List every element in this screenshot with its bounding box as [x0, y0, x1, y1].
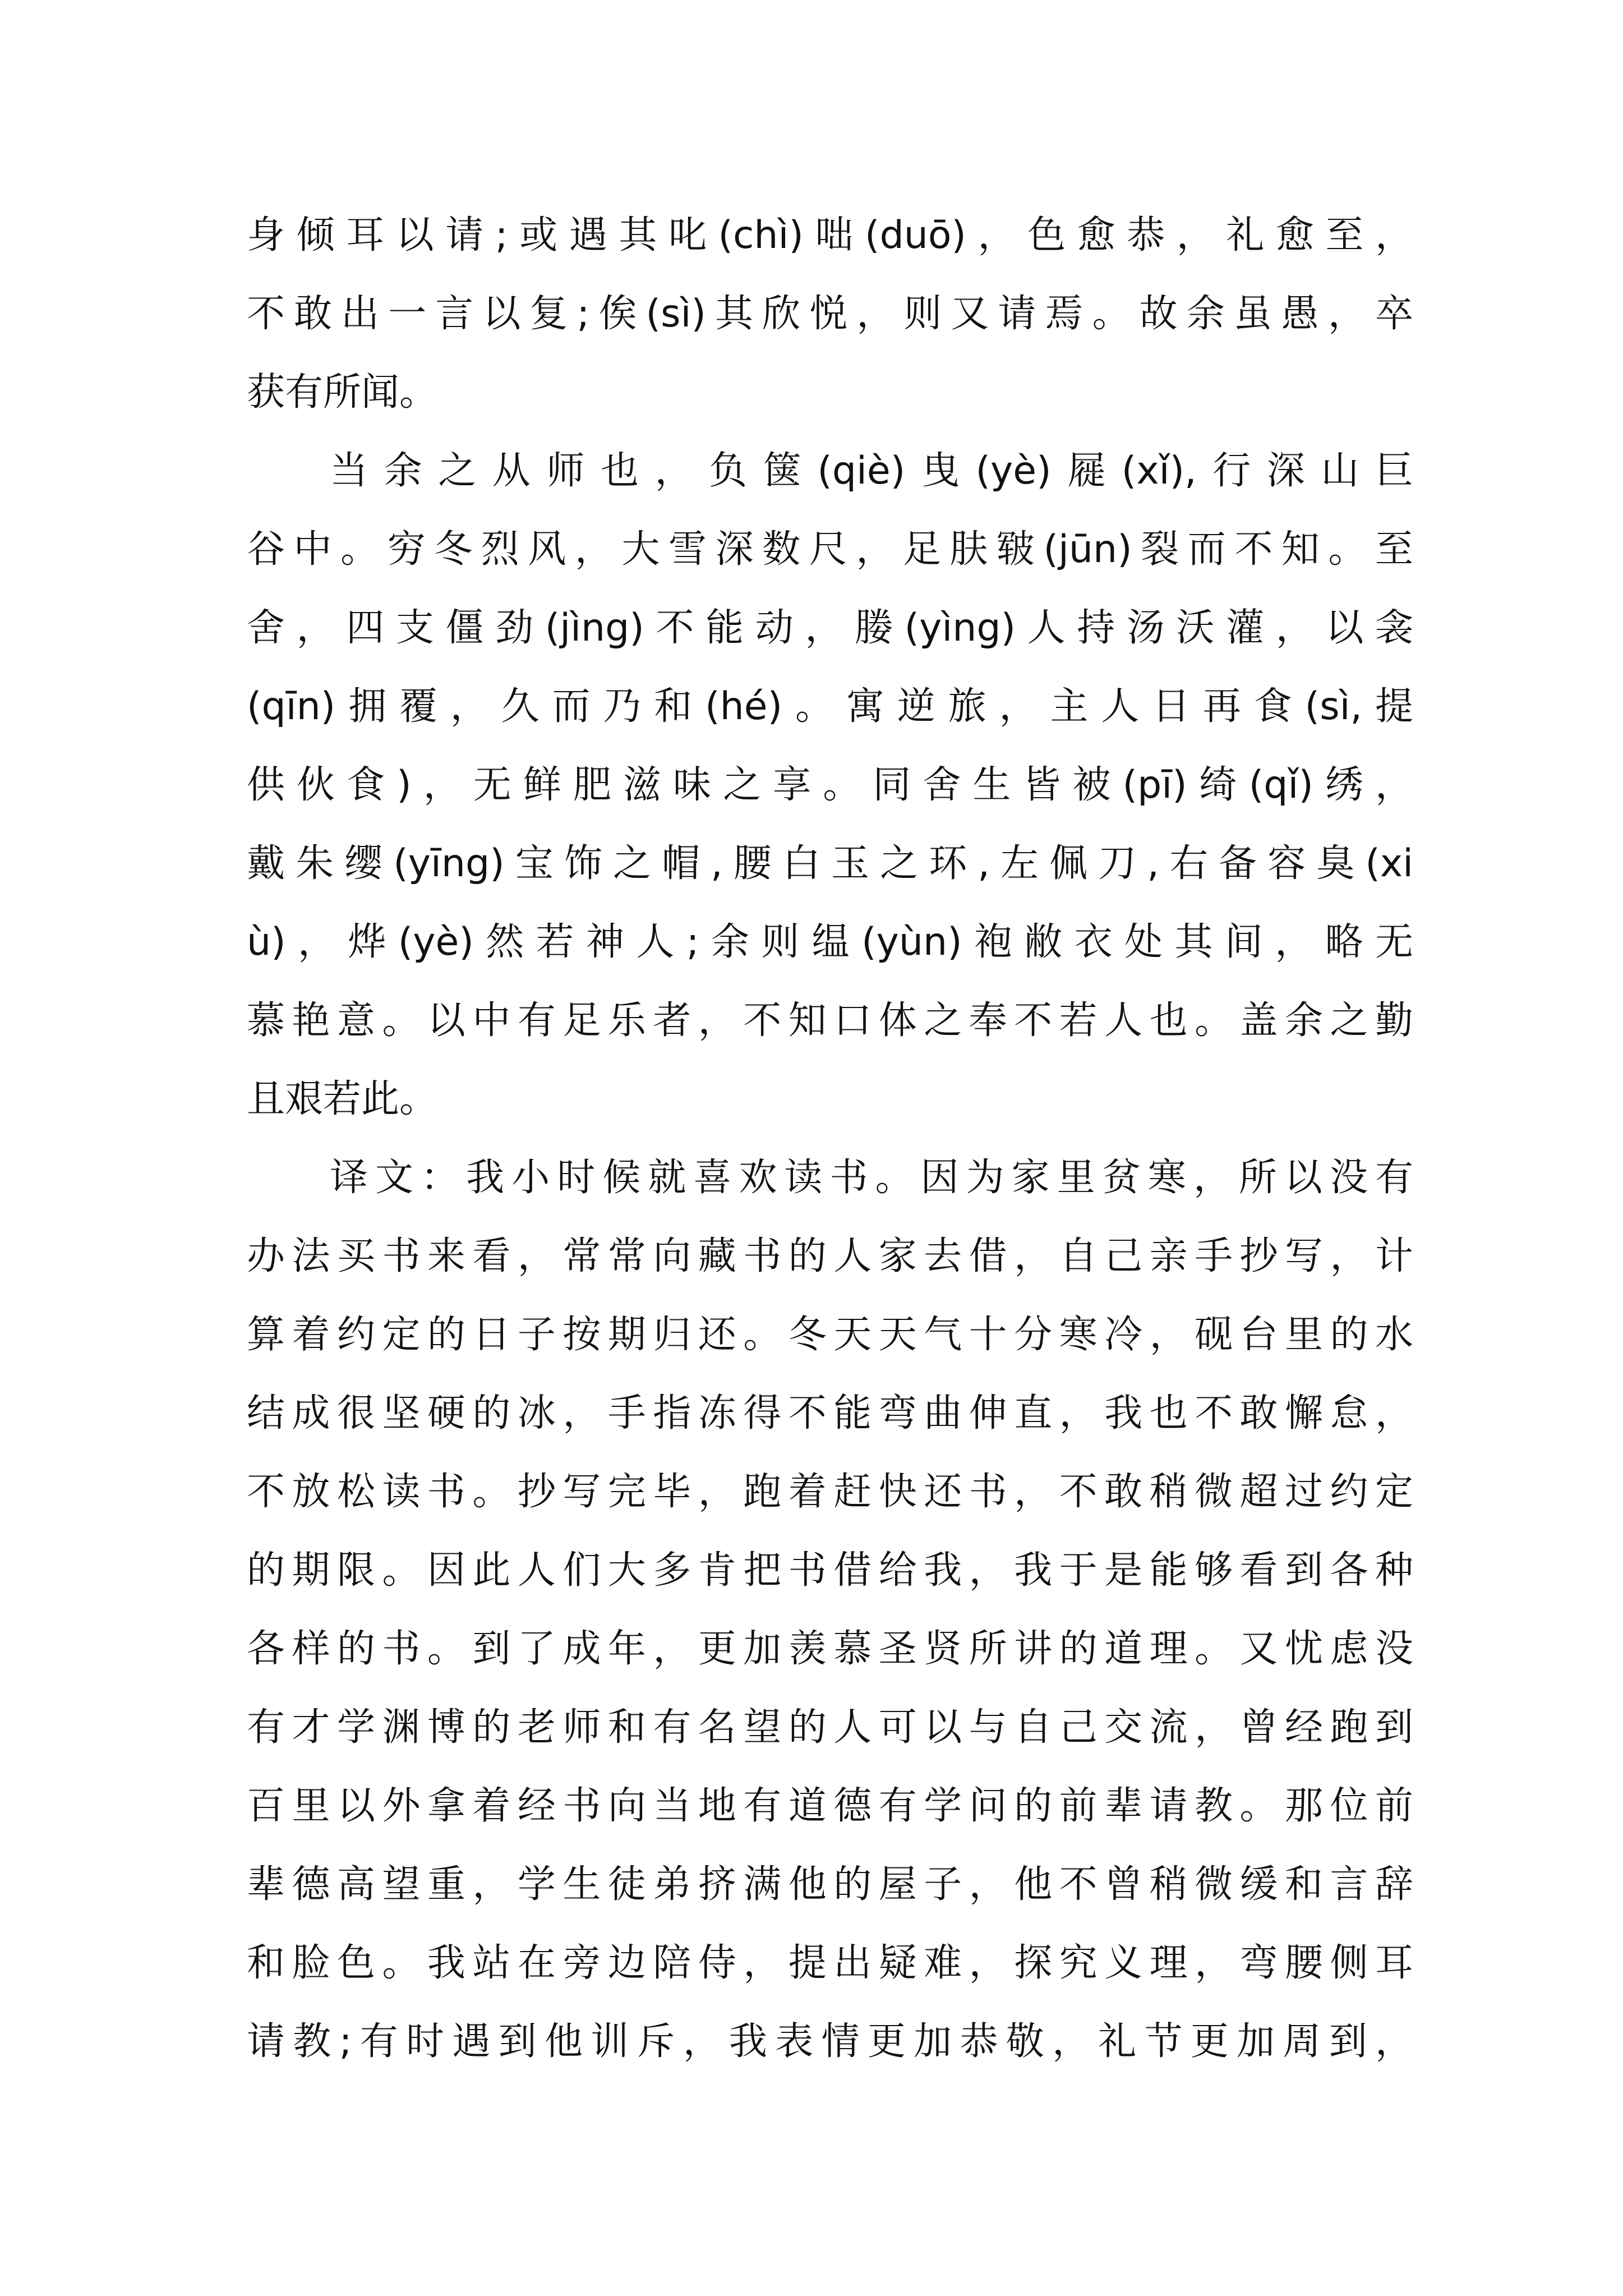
text-line: 辈德高望重，学生徒弟挤满他的屋子，他不曾稍微缓和言辞: [247, 1862, 1413, 1907]
text-line: 且艰若此。: [247, 1077, 438, 1121]
text-line: 有才学渊博的老师和有名望的人可以与自己交流，曾经跑到: [247, 1705, 1413, 1750]
text-line: 不敢出一言以复;俟(sì)其欣悦，则又请焉。故余虽愚，卒: [247, 292, 1413, 336]
text-line: 百里以外拿着经书向当地有道德有学问的前辈请教。那位前: [247, 1784, 1413, 1828]
text-line: 舍，四支僵劲(jìng)不能动，媵(yìng)人持汤沃灌，以衾: [247, 606, 1413, 650]
paragraph-start-line: 译文：我小时候就喜欢读书。因为家里贫寒，所以没有: [330, 1156, 1413, 1200]
text-line: 和脸色。我站在旁边陪侍，提出疑难，探究义理，弯腰侧耳: [247, 1941, 1413, 1985]
text-line: 不放松读书。抄写完毕，跑着赶快还书，不敢稍微超过约定: [247, 1470, 1413, 1514]
text-line: 身倾耳以请;或遇其叱(chì)咄(duō)，色愈恭，礼愈至，: [247, 213, 1413, 257]
text-line: 结成很坚硬的冰，手指冻得不能弯曲伸直，我也不敢懈怠，: [247, 1391, 1413, 1435]
text-line: 请教;有时遇到他训斥，我表情更加恭敬，礼节更加周到，: [247, 2019, 1413, 2064]
text-line: 算着约定的日子按期归还。冬天天气十分寒冷，砚台里的水: [247, 1313, 1413, 1357]
text-line: (qīn)拥覆，久而乃和(hé)。寓逆旅，主人日再食(sì,提: [247, 684, 1413, 729]
text-line: 谷中。穷冬烈风，大雪深数尺，足肤皲(jūn)裂而不知。至: [247, 527, 1413, 572]
text-line: 供伙食)，无鲜肥滋味之享。同舍生皆被(pī)绮(qǐ)绣，: [247, 763, 1413, 807]
text-line: 获有所闻。: [247, 370, 438, 415]
text-line: ù)，烨(yè)然若神人;余则缊(yùn)袍敝衣处其间，略无: [247, 920, 1413, 964]
body-text: [247, 196, 1413, 2081]
text-line: 慕艳意。以中有足乐者，不知口体之奉不若人也。盖余之勤: [247, 999, 1413, 1043]
text-line: 办法买书来看，常常向藏书的人家去借，自己亲手抄写，计: [247, 1234, 1413, 1278]
text-line: 的期限。因此人们大多肯把书借给我，我于是能够看到各种: [247, 1548, 1413, 1593]
paragraph-start-line: 当余之从师也，负箧(qiè)曳(yè)屣(xǐ),行深山巨: [330, 449, 1413, 493]
text-line: 戴朱缨(yīng)宝饰之帽,腰白玉之环,左佩刀,右备容臭(xi: [247, 841, 1413, 886]
text-line: 各样的书。到了成年，更加羡慕圣贤所讲的道理。又忧虑没: [247, 1627, 1413, 1671]
